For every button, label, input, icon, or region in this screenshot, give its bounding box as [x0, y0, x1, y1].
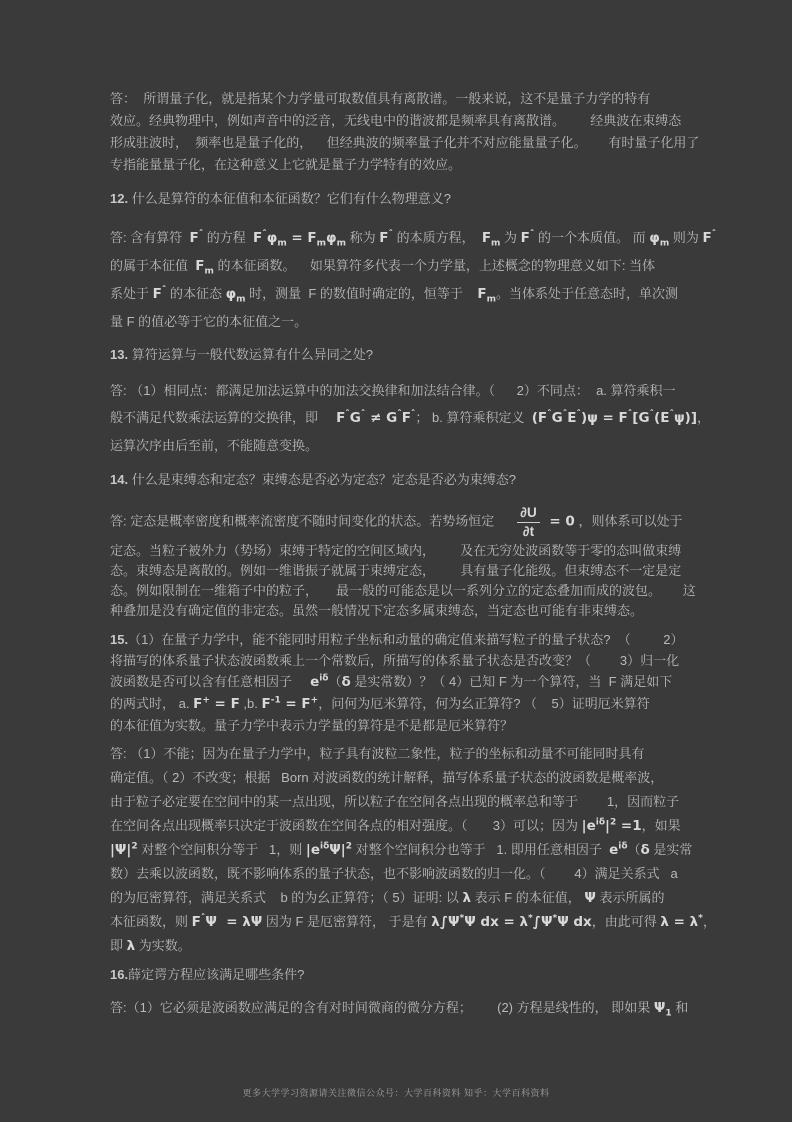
math-segment: $F^ˆ$ [379, 229, 393, 246]
math-segment: $|e^{i\delta}|^2 =1$ [581, 817, 642, 835]
text-segment: 量 F 的值必等于它的本征值之一。 [110, 314, 308, 329]
paragraph-answer-13 [110, 377, 711, 459]
text-line [110, 344, 696, 366]
text-segment: ， [702, 914, 716, 930]
text-line [110, 838, 696, 862]
math-segment: λ∫Ψ*Ψ dx = λ*∫Ψ*Ψ dx [431, 913, 592, 931]
paragraph-question-13 [110, 344, 696, 366]
text-line [110, 154, 696, 176]
text-line [110, 110, 696, 132]
math-segment: $\varphi_m$ [225, 286, 246, 305]
text-segment: （1）在量子力学中，能不能同时用粒子坐标和动量的确定值来描写粒子的量子状态? （ 2） [128, 632, 684, 648]
text-segment: 波函数是否可以含有任意相因子 [110, 674, 311, 690]
math-segment: δ [640, 842, 650, 859]
question-number: 15. [110, 632, 129, 648]
text-segment: 什么是束缚态和定态？束缚态是否必为定态？定态是否必为束缚态? [128, 472, 516, 487]
text-segment: 时，测量 F 的数值时确定的，恒等于 [245, 286, 478, 301]
text-segment: ,b. [239, 696, 262, 712]
text-segment: 本征函数，则 [110, 914, 192, 930]
math-segment: λ [126, 938, 136, 955]
text-line [110, 404, 711, 432]
text-segment: 的属于本征值 [110, 258, 196, 273]
text-segment: 专指能量量子化，在这种意义上它就是量子力学特有的效应。 [110, 157, 462, 172]
text-segment: 答: （1）不能；因为在量子力学中，粒子具有波粒二象性，粒子的坐标和动量不可能同时具有 [110, 746, 645, 762]
text-segment: 的本征函数。 如果算符多代表一个力学量，上述概念的物理意义如下: 当体 [213, 258, 656, 273]
paragraph-answer-11 [110, 88, 700, 176]
text-segment: 种叠加是没有确定值的非定态。虽然一般情况下定态多属束缚态，当定态也可能有非束缚态。 [110, 603, 644, 619]
text-line [110, 469, 696, 491]
text-segment: 定态。当粒子被外力（势场）束缚于特定的空间区域内， 及在无穷处波函数等于零的态叫做束缚 [110, 543, 682, 559]
paragraph-answer-15 [110, 742, 716, 958]
paragraph-question-12 [110, 188, 696, 210]
text-segment: 因为 F 是厄密算符， 于是有 [262, 914, 432, 930]
text-segment: 由于粒子必定要在空间中的某一点出现，所以粒子在空间各点出现的概率总和等于 1，因而粒子 [110, 794, 680, 810]
paragraph-answer-12 [110, 224, 717, 335]
paragraph-question-16 [110, 964, 696, 986]
text-segment: 的两式时， a. [110, 696, 194, 712]
text-segment: 的本征值为实数。量子力学中表示力学量的算符是不是都是厄米算符？ [110, 718, 514, 734]
text-segment: 态。束缚态是离散的。例如一维谐振子就属于束缚定态， 具有量子化能级。但束缚态不一定是定 [110, 563, 682, 579]
math-segment: δ [341, 674, 351, 691]
text-line [110, 132, 700, 154]
math-segment: $F^ˆ$ [520, 229, 535, 246]
text-segment: ，则体系可以处于 [574, 513, 683, 529]
text-segment: ，问何为厄米算符，何为幺正算符? （ 5）证明厄米算符 [318, 696, 650, 712]
text-line [110, 561, 696, 581]
text-segment: 为 [500, 230, 521, 245]
math-segment: F+ = F [193, 695, 240, 713]
paragraph-question-15 [110, 629, 696, 736]
text-line [110, 790, 696, 814]
text-segment: 是实常数）？（ 4）已知 F 为一个算符，当 F 满足如下 [350, 674, 673, 690]
text-line [110, 503, 696, 541]
math-segment: $e^{i\delta}$ [609, 841, 628, 859]
math-segment: $F^{-1} = F^+$ [261, 695, 319, 713]
text-segment: 的一个本质值。 而 [534, 230, 650, 245]
text-segment: 的为厄密算符，满足关系式 b 的为幺正算符；（ 5）证明: 以 [110, 890, 463, 906]
text-segment: ，如果 [641, 818, 681, 834]
text-line [110, 308, 696, 335]
math-segment: $F^ˆ\varphi_m = F_m\varphi_m$ [253, 229, 346, 249]
text-line [110, 432, 696, 459]
text-segment: 什么是算符的本征值和本征函数？它们有什么物理意义? [128, 191, 451, 206]
text-segment: 态。例如限制在一维箱子中的粒子， 最一般的可能态是以一系列分立的定态叠加而成的波包。 这 [110, 583, 696, 599]
text-segment: 对整个空间积分也等于 1. 即用任意相因子 [351, 842, 610, 858]
math-segment: $\varphi_m$ [649, 230, 670, 249]
text-segment: 形成驻波时， 频率也是量子化的， 但经典波的频率量子化并不对应能量量子化。 有时量子化用了 [110, 135, 700, 150]
math-segment: $F_m$ [477, 286, 497, 305]
math-segment: $F_m$ [481, 230, 501, 249]
text-line [110, 541, 696, 561]
text-line [110, 910, 716, 934]
text-segment: ，由此可得 [591, 914, 661, 930]
text-line [110, 252, 696, 280]
question-number: 13. [110, 347, 129, 362]
text-line [110, 601, 696, 621]
math-segment: $F^ˆ$ [702, 229, 717, 246]
text-segment: 则为 [669, 230, 703, 245]
text-segment: 般不满足代数乘法运算的交换律，即 [110, 410, 337, 425]
math-segment: $F^ˆ\Psi = \lambda\Psi$ [191, 913, 263, 931]
paragraph-question-14 [110, 469, 696, 491]
text-segment: ， [697, 410, 711, 425]
text-line [110, 650, 696, 671]
text-segment: 即 [110, 938, 127, 954]
text-line [110, 742, 696, 766]
text-segment: 答: 含有算符 [110, 230, 190, 245]
text-segment: 。当体系处于任意态时，单次测 [496, 286, 679, 301]
text-segment: 算符运算与一般代数运算有什么异同之处? [128, 347, 373, 362]
math-segment: $(F^ˆG^ˆE^ˆ)\psi = F^ˆ[G^ˆ(E^ˆ\psi)]$ [531, 409, 698, 426]
text-line [110, 964, 696, 986]
math-segment: λ = λ* [660, 913, 703, 931]
text-segment: （ [627, 842, 641, 858]
text-line [110, 693, 696, 715]
text-line [110, 814, 696, 838]
text-segment: 确定值。（ 2）不改变；根据 Born 对波函数的统计解释，描写体系量子状态的波函数是概率波， [110, 770, 664, 786]
math-segment: $|e^{i\delta}\Psi|^2$ [305, 841, 352, 859]
question-number: 12. [110, 191, 129, 206]
text-segment: 的方程 [203, 230, 254, 245]
text-segment: 是实常 [649, 842, 693, 858]
text-line [110, 188, 696, 210]
question-number: 14. [110, 472, 129, 487]
math-segment: $F^ˆ$ [189, 229, 204, 246]
math-segment: = 0 [544, 513, 575, 530]
text-line [110, 88, 696, 110]
paragraph-answer-16 [110, 996, 696, 1020]
text-line [110, 715, 696, 736]
text-segment: 数）去乘以波函数，既不影响体系的量子状态，也不影响波函数的归一化。（ 4）满足关系式 a [110, 866, 678, 882]
text-segment: 答:（1）它必须是波函数应满足的含有对时间微商的微分方程； (2) 方程是线性的， 即如果 [110, 1000, 654, 1016]
question-number: 16. [110, 967, 129, 983]
text-line [110, 377, 696, 404]
text-segment: 的本质方程， [392, 230, 482, 245]
text-line [110, 280, 696, 308]
math-segment: $F^ˆG^ˆ \ne G^ˆF^ˆ$ [336, 409, 416, 426]
text-segment: 运算次序由后至前，不能随意变换。 [110, 438, 319, 453]
text-segment: （ [328, 674, 342, 690]
text-segment: 在空间各点出现概率只决定于波函数在空间各点的相对强度。（ 3）可以；因为 [110, 818, 582, 834]
text-line [110, 862, 696, 886]
text-segment: ； b. 算符乘积定义 [415, 410, 532, 425]
text-segment: 对整个空间积分等于 1，则 [137, 842, 306, 858]
footer-note: 更多大学学习资源请关注微信公众号：大学百科资料 知乎：大学百科资料 [242, 1088, 550, 1098]
document-content [110, 86, 717, 1020]
text-line [110, 629, 696, 650]
text-segment: 答： 所谓量子化，就是指某个力学量可取数值具有离散谱。一般来说，这不是量子力学的特有 [110, 91, 651, 106]
text-line [110, 996, 696, 1020]
fraction: $\frac{\partial U}{\partial t}$ [517, 505, 539, 539]
text-segment: 效应。经典物理中，例如声音中的泛音，无线电中的谐波都是频率具有离散谱。 经典波在束缚态 [110, 113, 682, 128]
text-line [110, 934, 696, 958]
text-segment: 答: 定态是概率密度和概率流密度不随时间变化的状态。若势场恒定 [110, 513, 513, 529]
text-line [110, 766, 696, 790]
text-line [110, 224, 717, 252]
text-segment: 薛定谔方程应该满足哪些条件? [128, 967, 305, 983]
math-segment: λ [462, 890, 472, 907]
math-segment: $|\Psi|^2$ [110, 841, 138, 859]
paragraph-answer-14 [110, 503, 696, 621]
text-segment: 的本征态 [166, 286, 226, 301]
text-segment: 表示所属的 [595, 890, 665, 906]
math-segment: $e^{i\delta}$ [310, 673, 329, 691]
text-line [110, 581, 696, 601]
text-segment: 表示 F 的本征值， [471, 890, 585, 906]
text-segment: 和 [671, 1000, 689, 1016]
text-line [110, 671, 696, 693]
text-segment: 答: （1）相同点：都满足加法运算中的加法交换律和加法结合律。（ 2）不同点： a. 算符乘积一 [110, 383, 676, 398]
math-segment: $\Psi_1$ [653, 1000, 672, 1019]
text-segment: 系处于 [110, 286, 153, 301]
text-segment: 将描写的体系量子状态波函数乘上一个常数后，所描写的体系量子状态是否改变？（ 3）归一化 [110, 653, 680, 669]
math-segment: Ψ [584, 890, 596, 907]
math-segment: $F^ˆ$ [152, 285, 167, 302]
text-line [110, 886, 696, 910]
text-segment: 为实数。 [135, 938, 191, 954]
math-segment: $F_m$ [195, 258, 214, 277]
text-segment: 称为 [346, 230, 380, 245]
